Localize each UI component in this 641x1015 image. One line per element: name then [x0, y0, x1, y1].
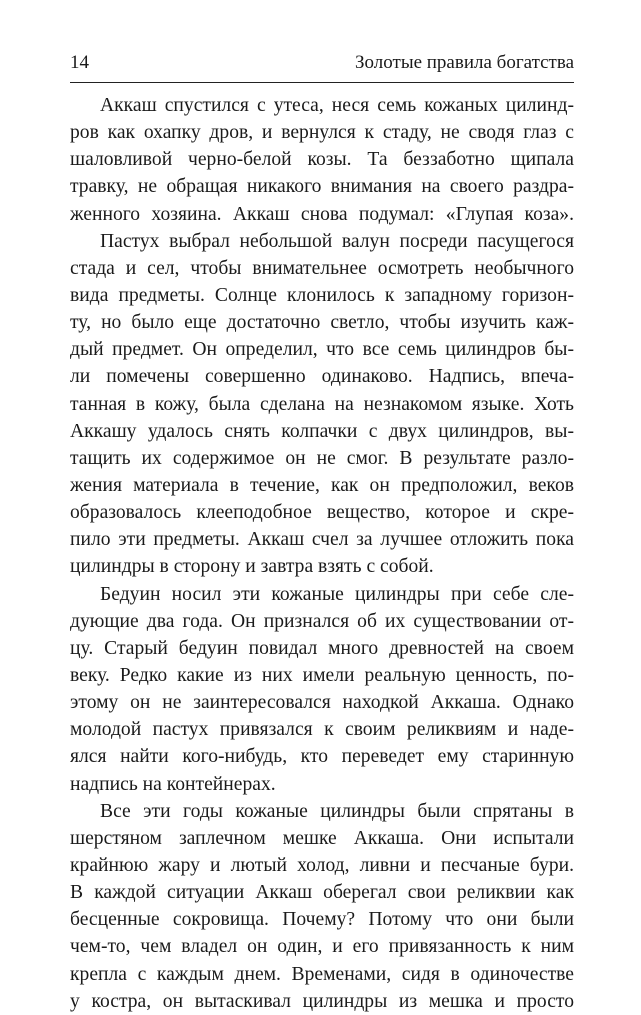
text-line: цу. Старый бедуин повидал много древностей на своем — [70, 637, 574, 659]
text-line: цилиндры в сторону и завтра взять с собой. — [70, 556, 434, 578]
text-line: дующие два года. Он признался об их существовании от- — [70, 610, 574, 632]
text-line: ялся найти кого-нибудь, кто переведет ему старинную — [70, 746, 574, 768]
text-line: шаловливой черно-белой козы. Та беззаботно щипала — [70, 149, 574, 171]
paragraph — [70, 581, 574, 798]
text-line: образовалось клееподобное вещество, которое и скре- — [70, 502, 574, 524]
text-line: молодой пастух привязался к своим реликвиям и наде- — [70, 719, 574, 741]
text-line: этому он не заинтересовался находкой Аккаша. Однако — [70, 692, 574, 714]
text-line: Аккашу удалось снять колпачки с двух цилиндров, вы- — [70, 420, 574, 442]
text-line: пило эти предметы. Аккаш счел за лучшее отложить пока — [70, 529, 574, 551]
text-line: крепла с каждым днем. Временами, сидя в одиночестве — [70, 963, 574, 985]
header-rule — [70, 82, 574, 83]
text-line: дый предмет. Он определил, что все семь цилиндров бы- — [70, 339, 574, 361]
text-line: танная в кожу, была сделана на незнакомом языке. Хоть — [70, 393, 574, 415]
text-line: стада и сел, чтобы внимательнее осмотреть необычного — [70, 257, 574, 279]
page-number: 14 — [70, 52, 89, 73]
text-line: бесценные сокровища. Почему? Потому что они были — [70, 909, 574, 931]
text-line: Пастух выбрал небольшой валун посреди пасущегося — [100, 230, 574, 252]
text-line: Бедуин носил эти кожаные цилиндры при себе сле- — [100, 583, 574, 605]
text-line: Аккаш спустился с утеса, неся семь кожаных цилинд- — [100, 95, 574, 116]
text-line: травку, не обращая никакого внимания на своего раздра- — [70, 176, 574, 198]
paragraph — [70, 228, 574, 581]
text-line: надпись на контейнерах. — [70, 773, 276, 795]
body-text — [70, 92, 574, 1015]
text-line: шерстяном заплечном мешке Аккаша. Они испытали — [70, 827, 574, 849]
text-line: тащить их содержимое он не смог. В результате разло- — [70, 447, 574, 469]
text-line: В каждой ситуации Аккаш оберегал свои реликвии как — [70, 882, 574, 904]
text-line: женного хозяина. Аккаш снова подумал: «Глупая коза». — [70, 203, 574, 225]
text-line: ту, но было еще достаточно светло, чтобы изучить каж- — [70, 312, 574, 334]
text-line: ров как охапку дров, и вернулся к стаду, не сводя глаз с — [70, 122, 574, 144]
text-line: Все эти годы кожаные цилиндры были спрятаны в — [100, 800, 574, 822]
text-line: веку. Редко какие из них имели реальную ценность, по- — [70, 664, 574, 686]
text-line: ли помечены совершенно одинаково. Надпись, впеча- — [70, 366, 574, 388]
running-head — [70, 50, 574, 76]
text-line: у костра, он вытаскивал цилиндры из мешка и просто — [70, 990, 574, 1012]
text-line: жения материала в течение, как он предположил, веков — [70, 474, 574, 496]
text-line: крайнюю жару и лютый холод, ливни и песчаные бури. — [70, 854, 574, 876]
paragraph — [70, 92, 574, 228]
running-title: Золотые правила богатства — [355, 52, 574, 73]
paragraph — [70, 798, 574, 1015]
text-line: вида предметы. Солнце клонилось к западному горизон- — [70, 284, 574, 306]
text-line: чем-то, чем владел он один, и его привязанность к ним — [70, 936, 574, 958]
